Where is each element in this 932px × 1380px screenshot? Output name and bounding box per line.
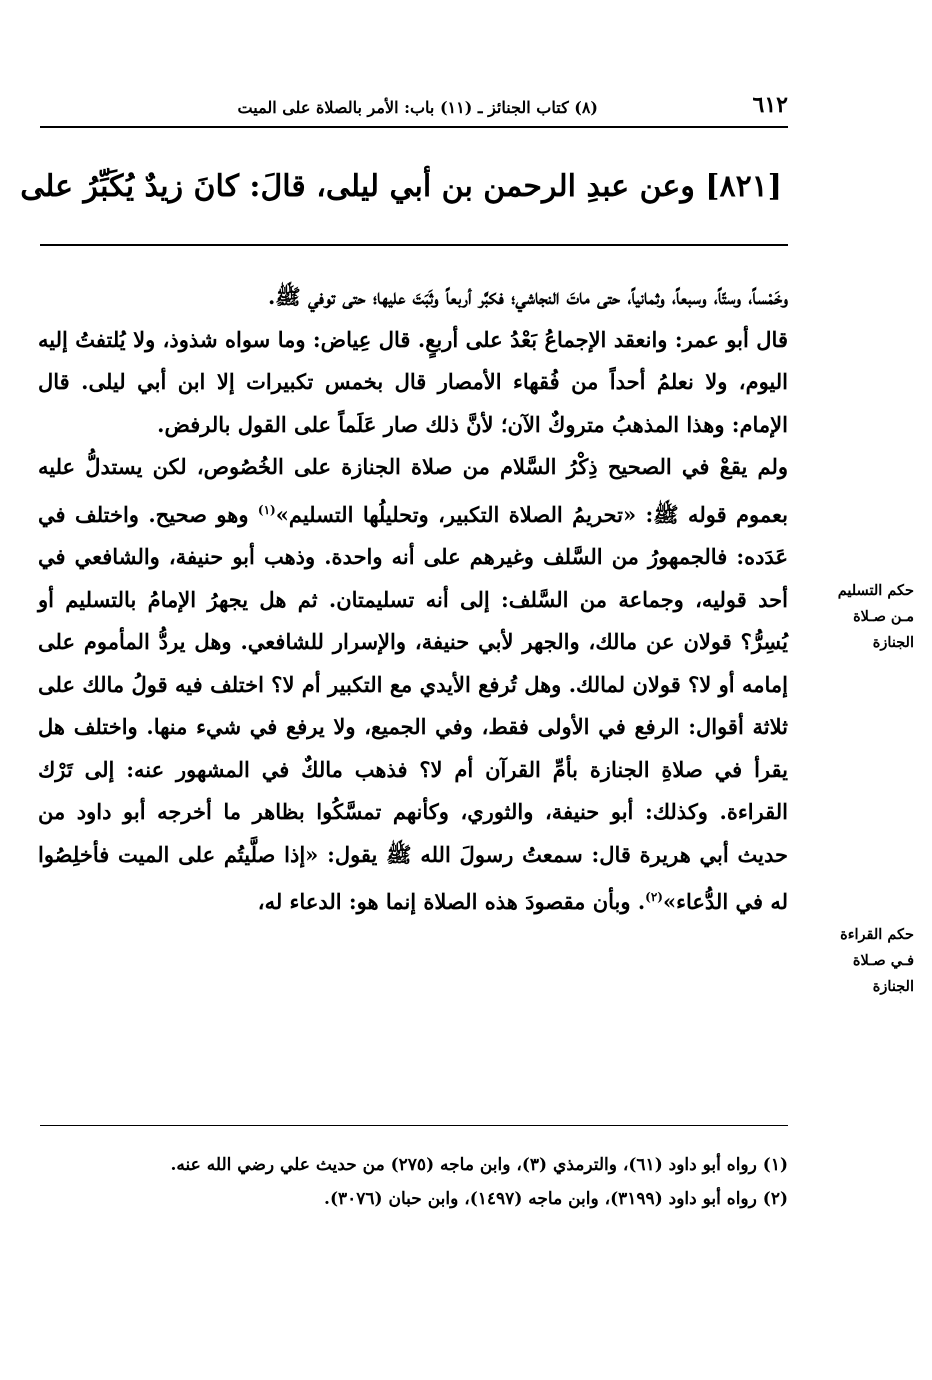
margin-note-qiraah: حكم القراءة فـي صـلاة الجنازة	[840, 926, 914, 995]
paragraph-3-part-c: . وبأن مقصودَ هذه الصلاة إنما هو: الدعاء له،	[257, 889, 646, 914]
footnote-1: (١) رواه أبو داود (٦١)، والترمذي (٣)، وابن ماجه (٢٧٥) من حديث علي رضي الله عنه.	[170, 1155, 788, 1175]
paragraph-3-part-b: وهو صحيح. واختلف في عَدَده: فالجمهورُ من السَّلف وغيرهم على أنه واحدة. وذهب أبو حنيفة، والشافعي في أحد قوليه، وجماعة من السَّلف: إلى أنه تسليمتان. ثم هل يجهرُ الإمامُ بالتسليم أو يُسِرُّ؟ قولان عن مالك، والجهر لأبي حنيفة، والإسرار للشافعي. وهل يردُّ المأموم على إمامه أو لا؟ قولان لمالك. وهل تُرفع الأيدي مع التكبير أم لا؟ اختلف فيه قولُ مالك على ثلاثة أقوال: الرفع في الأولى فقط، وفي الجميع، ولا يرفع في شيء منها. واختلف هل يقرأ في صلاةِ الجنازة بأمِّ القرآن أم لا؟ فذهب مالكٌ في المشهور عنه: إلى تَرْك القراءة. وكذلك: أبو حنيفة، والثوري، وكأنهم تمسَّكُوا بظاهر ما أخرجه أبو داود من حديث أبي هريرة قال: سمعتُ رسولَ الله ﷺ يقول: «إذا صلَّيتُم على الميت فأخلِصُوا له في الدُّعاء»	[38, 501, 788, 914]
page-header	[40, 92, 788, 128]
footnote-2: (٢) رواه أبو داود (٣١٩٩)، وابن ماجه (١٤٩٧)، وابن حبان (٣٠٧٦).	[324, 1189, 788, 1209]
page-number: ٦١٢	[752, 92, 788, 118]
footnotes	[38, 1148, 788, 1216]
margin-note-salam: حكم التسليم مـن صـلاة الجنازة	[837, 582, 914, 651]
hadith-text: [٨٢١] وعن عبدِ الرحمن بن أبي ليلى، قالَ: كانَ زيدٌ يُكَبِّرُ على	[20, 169, 782, 204]
section-divider	[40, 244, 788, 246]
footnote-ref-1: (١)	[257, 502, 276, 517]
commentary-body	[38, 276, 788, 924]
paragraph-3	[38, 446, 788, 924]
paragraph-2: قال أبو عمر: وانعقد الإجماعُ بَعْدُ على أربعٍ. قال عِياض: وما سواه شذوذ، ولا يُلتفتُ إليه اليوم، ولا نعلمُ أحداً من فُقهاء الأمصار قال بخمس تكبيرات إلا ابن أبي ليلى. قال الإمام: وهذا المذهبُ متروكٌ الآن؛ لأنَّ ذلك صار عَلَماً على القول بالرفض.	[38, 326, 788, 437]
footnote-divider	[40, 1125, 788, 1126]
paragraph-1: وخَمْساً، وستّاً، وسبعاً، وثمانياً، حتى ماتَ النجاشي؛ فكبَّر أربعاً وثَبَتَ عليها؛ حتى توفي ﷺ.	[267, 284, 788, 309]
paragraph-3-part-a: ولم يقعْ في الصحيح ذِكْرُ السَّلام من صلاة الجنازة على الخُصُوص، لكن يستدلُّ عليه بعموم قوله ﷺ: «تحريمُ الصلاة التكبير، وتحليلُها التسليم»	[38, 454, 788, 527]
footnote-ref-2: (٢)	[645, 890, 663, 904]
running-title: (٨) كتاب الجنائز ـ (١١) باب: الأمر بالصلاة على الميت	[237, 98, 598, 117]
